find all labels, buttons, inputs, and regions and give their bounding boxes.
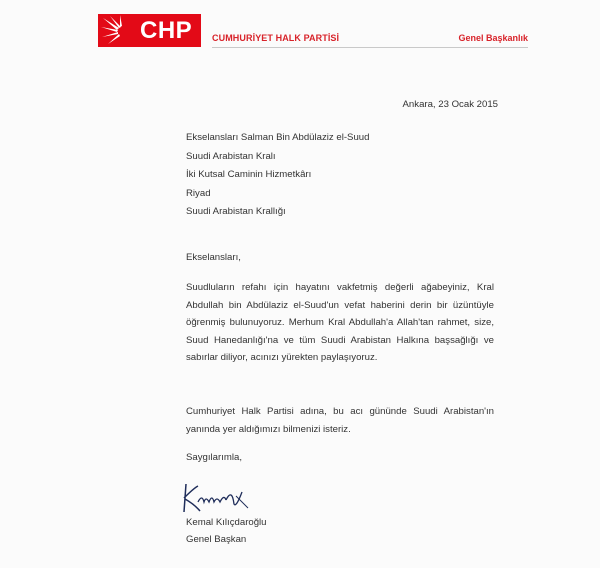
address-line: Ekselansları Salman Bin Abdülaziz el-Suud [186, 132, 370, 143]
signer-title: Genel Başkan [186, 534, 247, 545]
closing: Saygılarımla, [186, 452, 242, 463]
six-arrows-icon [98, 14, 138, 47]
office-name: Genel Başkanlık [458, 33, 528, 43]
address-line: İki Kutsal Caminin Hizmetkârı [186, 169, 312, 180]
party-name: CUMHURİYET HALK PARTİSİ [212, 33, 340, 43]
logo-text: CHP [140, 17, 193, 44]
body-paragraph-1: Suudluların refahı için hayatını vakfetmiş değerli ağabeyiniz, Kral Abdullah bin Abdülaziz el-Suud'un vefat haberini derin bir üzüntüyle öğrenmiş bulunuyoruz. Merhum Kral Abdullah'a Allah'tan rahmet, size, Suud Hanedanlığı'na ve tüm Suudi Arabistan Halkına başsağlığı ve sabırlar diliyor, acınızı yürekten paylaşıyoruz. [186, 282, 494, 363]
salutation: Ekselansları, [186, 252, 241, 263]
header-divider [212, 47, 528, 48]
recipient-address [186, 131, 369, 224]
chp-logo [98, 14, 201, 47]
address-line: Suudi Arabistan Kralı [186, 150, 276, 162]
signer-name: Kemal Kılıçdaroğlu [186, 517, 267, 528]
address-line: Suudi Arabistan Krallığı [186, 206, 286, 217]
letter-date: Ankara, 23 Ocak 2015 [402, 99, 498, 110]
address-line: Riyad [186, 187, 211, 199]
body-paragraph-2: Cumhuriyet Halk Partisi adına, bu acı gününde Suudi Arabistan'ın yanında yer aldığımızı bilmenizi isteriz. [186, 406, 494, 435]
